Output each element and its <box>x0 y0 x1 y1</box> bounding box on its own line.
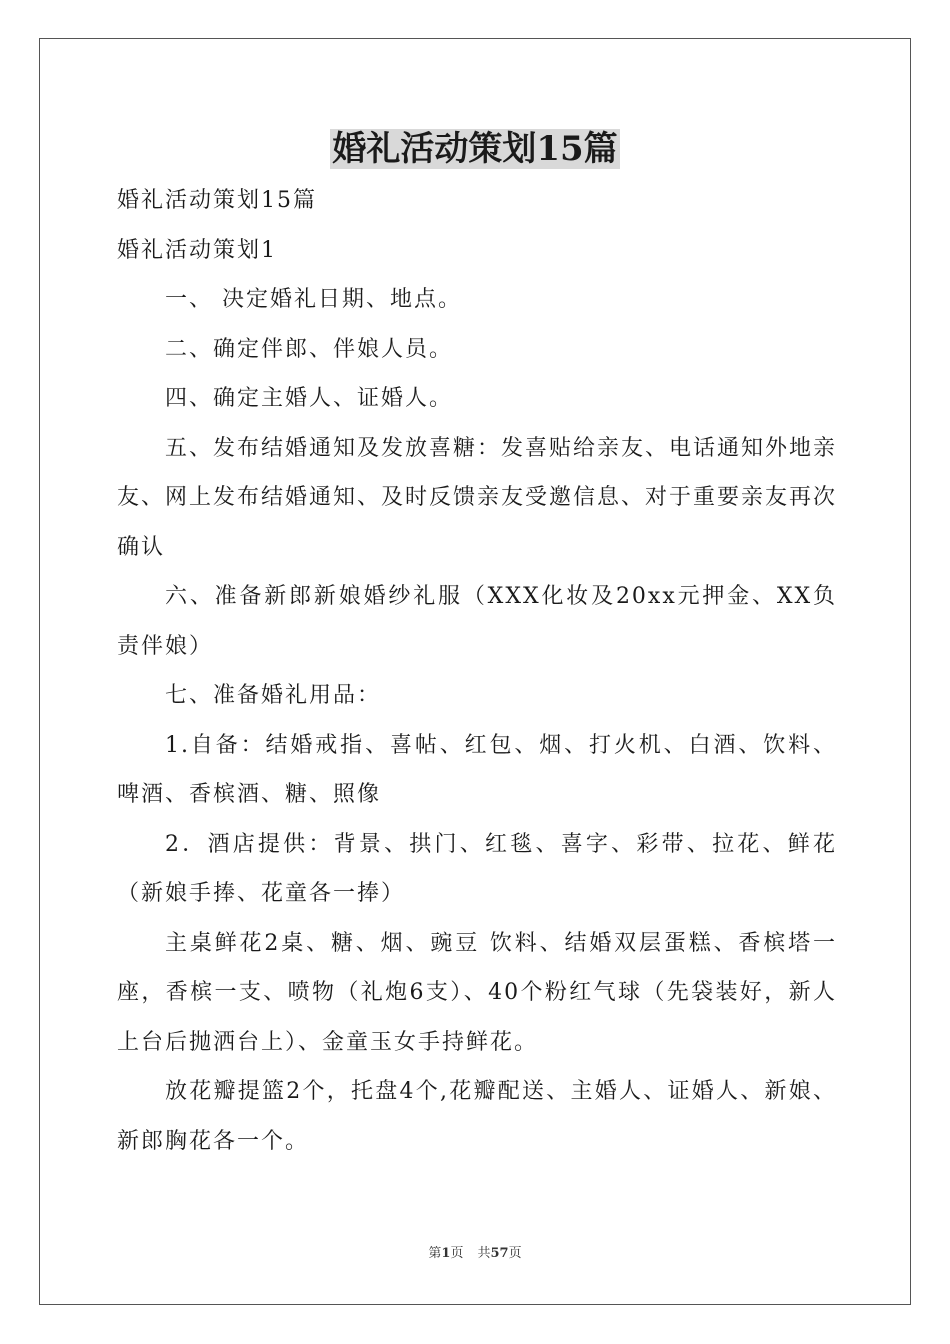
paragraph-10: 主桌鲜花2桌、糖、烟、豌豆 饮料、结婚双层蛋糕、香槟塔一座，香槟一支、喷物（礼炮6支）、40个粉红气球（先袋装好，新人上台后抛洒台上）、金童玉女手持鲜花。 <box>117 930 837 1055</box>
paragraph-7: 七、准备婚礼用品： <box>165 683 382 708</box>
document-title-text: 婚礼活动策划15篇 <box>332 129 618 169</box>
document-title <box>0 127 950 171</box>
total-suffix: 页 <box>508 1246 522 1261</box>
page-suffix: 页 <box>450 1246 464 1261</box>
total-prefix: 共 <box>477 1246 491 1261</box>
page-prefix: 第 <box>428 1246 442 1261</box>
paragraph-4: 四、确定主婚人、证婚人。 <box>165 386 454 411</box>
paragraph-9: 2．酒店提供：背景、拱门、红毯、喜字、彩带、拉花、鲜花（新娘手捧、花童各一捧） <box>117 831 837 906</box>
paragraph-3: 二、确定伴郎、伴娘人员。 <box>165 336 454 362</box>
total-page-count: 57 <box>490 1246 509 1261</box>
paragraph-5: 五、发布结婚通知及发放喜糖：发喜贴给亲友、电话通知外地亲友、网上发布结婚通知、及时反馈亲友受邀信息、对于重要亲友再次确认 <box>117 435 838 560</box>
paragraph-2: 一、 决定婚礼日期、地点。 <box>165 287 462 312</box>
paragraph-1: 婚礼活动策划1 <box>117 237 277 263</box>
paragraph-0: 婚礼活动策划15篇 <box>117 188 317 213</box>
current-page-number: 1 <box>441 1246 451 1261</box>
paragraph-6: 六、准备新郎新娘婚纱礼服（XXX化妆及20xx元押金、XX负责伴娘） <box>117 584 837 659</box>
paragraph-11: 放花瓣提篮2个，托盘4个,花瓣配送、主婚人、证婚人、新娘、新郎胸花各一个。 <box>117 1079 837 1154</box>
page-footer <box>0 1245 950 1263</box>
paragraph-8: 1.自备：结婚戒指、喜帖、红包、烟、打火机、白酒、饮料、啤酒、香槟酒、糖、照像 <box>117 732 837 807</box>
document-body <box>117 176 837 1166</box>
